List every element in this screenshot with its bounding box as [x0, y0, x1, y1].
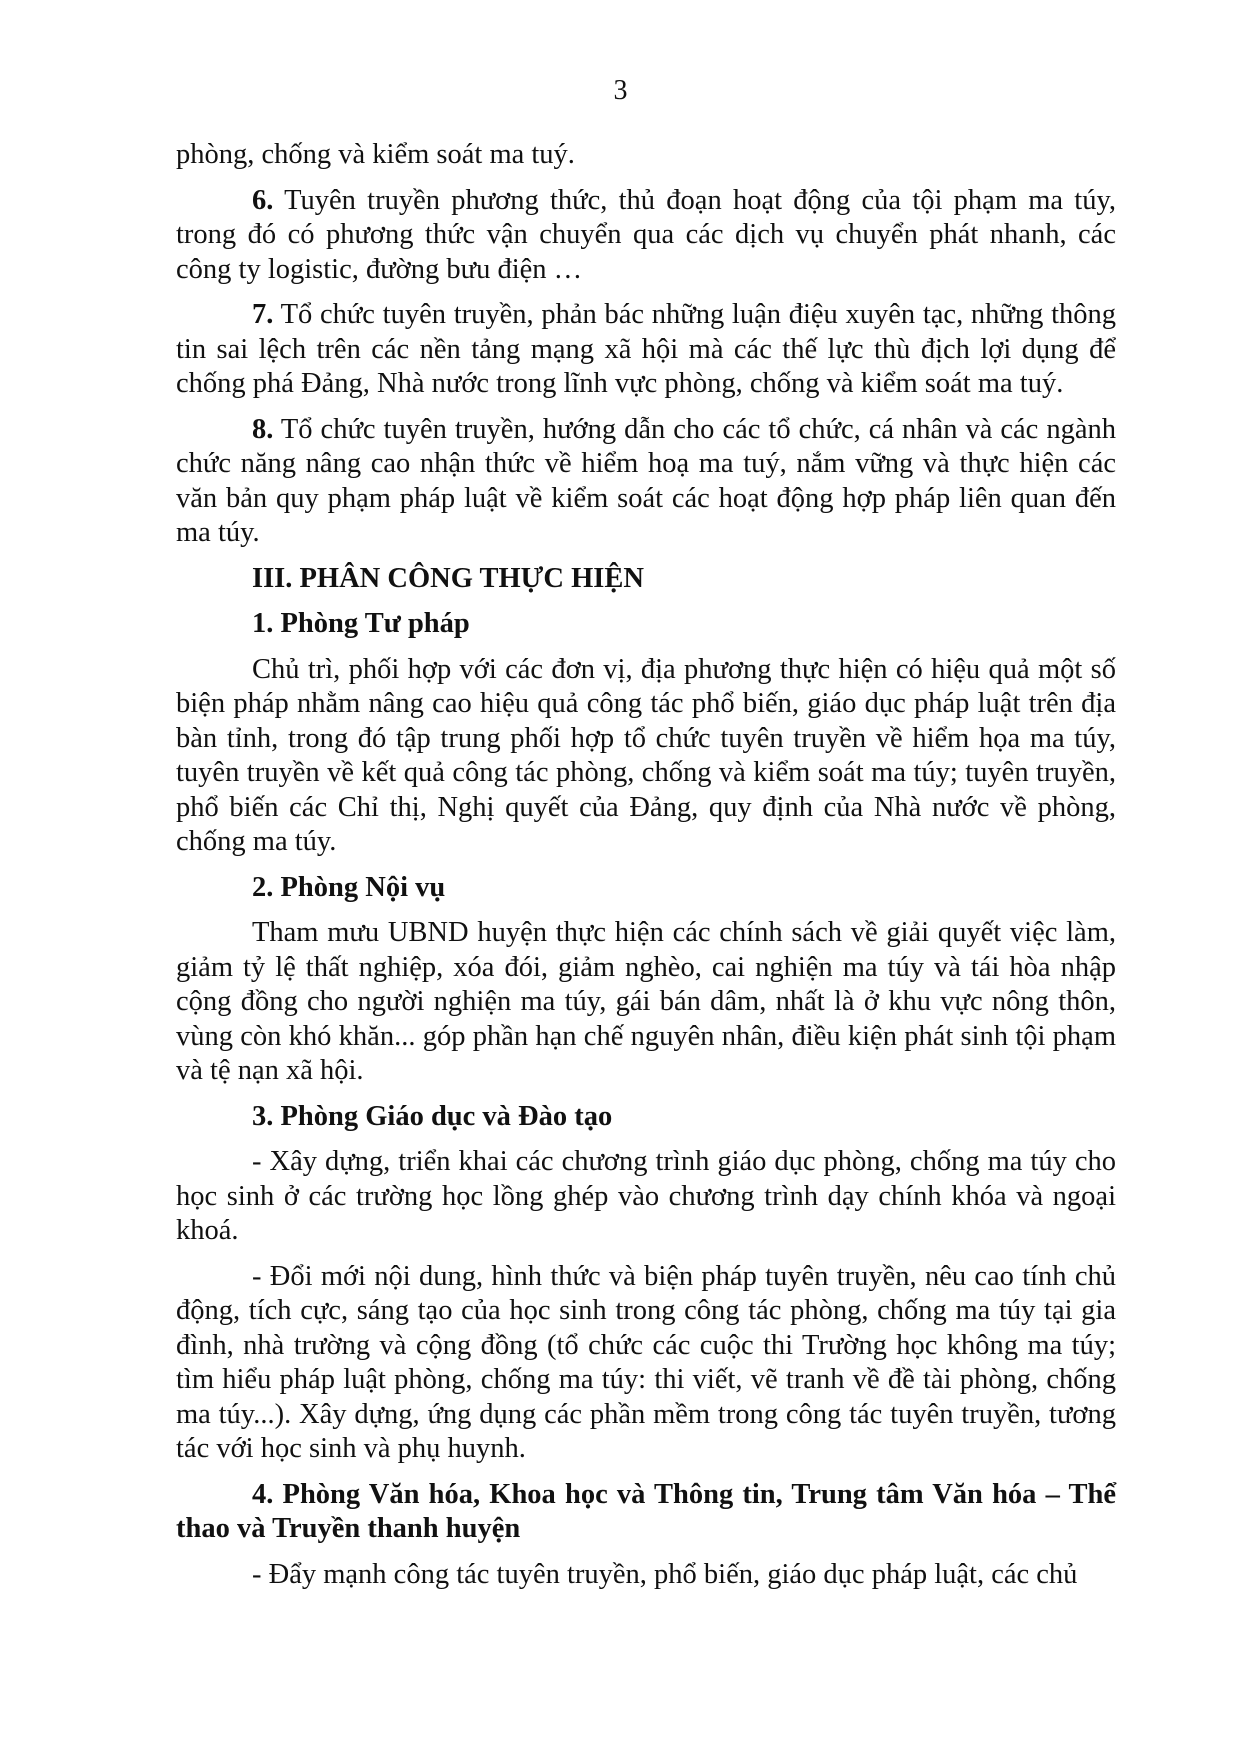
document-body — [176, 138, 1116, 1603]
page-number: 3 — [613, 75, 628, 106]
item-number: 8. — [252, 413, 274, 445]
list-item — [176, 184, 1116, 288]
list-item — [176, 298, 1116, 402]
paragraph: - Đẩy mạnh công tác tuyên truyền, phổ biến, giáo dục pháp luật, các chủ — [252, 1558, 1078, 1590]
subsection-heading: 4. Phòng Văn hóa, Khoa học và Thông tin, Trung tâm Văn hóa – Thể thao và Truyền thanh huyện — [176, 1478, 1116, 1544]
item-number: 6. — [252, 184, 274, 216]
subsection-heading: 2. Phòng Nội vụ — [252, 871, 446, 903]
item-number: 7. — [252, 299, 274, 330]
paragraph: phòng, chống và kiểm soát ma tuý. — [176, 139, 575, 170]
item-text: Tổ chức tuyên truyền, phản bác những luận điệu xuyên tạc, những thông tin sai lệch trên các nền tảng mạng xã hội mà các thế lực thù địch lợi dụng để chống phá Đảng, Nhà nước trong lĩnh vực phòng, chống và kiểm soát ma tuý. — [176, 299, 1116, 399]
paragraph: Tham mưu UBND huyện thực hiện các chính sách về giải quyết việc làm, giảm tỷ lệ thất nghiệp, xóa đói, giảm nghèo, cai nghiện ma túy và tái hòa nhập cộng đồng cho người nghiện ma túy, gái bán dâm, nhất là ở khu vực nông thôn, vùng còn khó khăn... góp phần hạn chế nguyên nhân, điều kiện phát sinh tội phạm và tệ nạn xã hội. — [176, 917, 1116, 1086]
paragraph: - Xây dựng, triển khai các chương trình giáo dục phòng, chống ma túy cho học sinh ở các trường học lồng ghép vào chương trình dạy chính khóa và ngoại khoá. — [176, 1146, 1116, 1246]
subsection-heading: 3. Phòng Giáo dục và Đào tạo — [252, 1100, 613, 1132]
section-heading: III. PHÂN CÔNG THỰC HIỆN — [252, 562, 644, 594]
paragraph: Chủ trì, phối hợp với các đơn vị, địa phương thực hiện có hiệu quả một số biện pháp nhằm nâng cao hiệu quả công tác phổ biến, giáo dục pháp luật trên địa bàn tỉnh, trong đó tập trung phối hợp tổ chức tuyên truyền về hiểm họa ma túy, tuyên truyền về kết quả công tác phòng, chống và kiểm soát ma túy; tuyên truyền, phổ biến các Chỉ thị, Nghị quyết của Đảng, quy định của Nhà nước về phòng, chống ma túy. — [176, 653, 1116, 857]
subsection-heading: 1. Phòng Tư pháp — [252, 608, 470, 639]
item-text: Tuyên truyền phương thức, thủ đoạn hoạt động của tội phạm ma túy, trong đó có phương thức vận chuyển qua các dịch vụ chuyển phát nhanh, các công ty logistic, đường bưu điện … — [176, 184, 1116, 285]
paragraph: - Đổi mới nội dung, hình thức và biện pháp tuyên truyền, nêu cao tính chủ động, tích cực, sáng tạo của học sinh trong công tác phòng, chống ma túy tại gia đình, nhà trường và cộng đồng (tổ chức các cuộc thi Trường học không ma túy; tìm hiểu pháp luật phòng, chống ma túy: thi viết, vẽ tranh về đề tài phòng, chống ma túy...). Xây dựng, ứng dụng các phần mềm trong công tác tuyên truyền, tương tác với học sinh và phụ huynh. — [176, 1260, 1116, 1464]
list-item — [176, 413, 1116, 551]
item-text: Tổ chức tuyên truyền, hướng dẫn cho các tổ chức, cá nhân và các ngành chức năng nâng cao nhận thức về hiểm hoạ ma tuý, nắm vững và thực hiện các văn bản quy phạm pháp luật về kiểm soát các hoạt động hợp pháp liên quan đến ma túy. — [176, 413, 1116, 548]
